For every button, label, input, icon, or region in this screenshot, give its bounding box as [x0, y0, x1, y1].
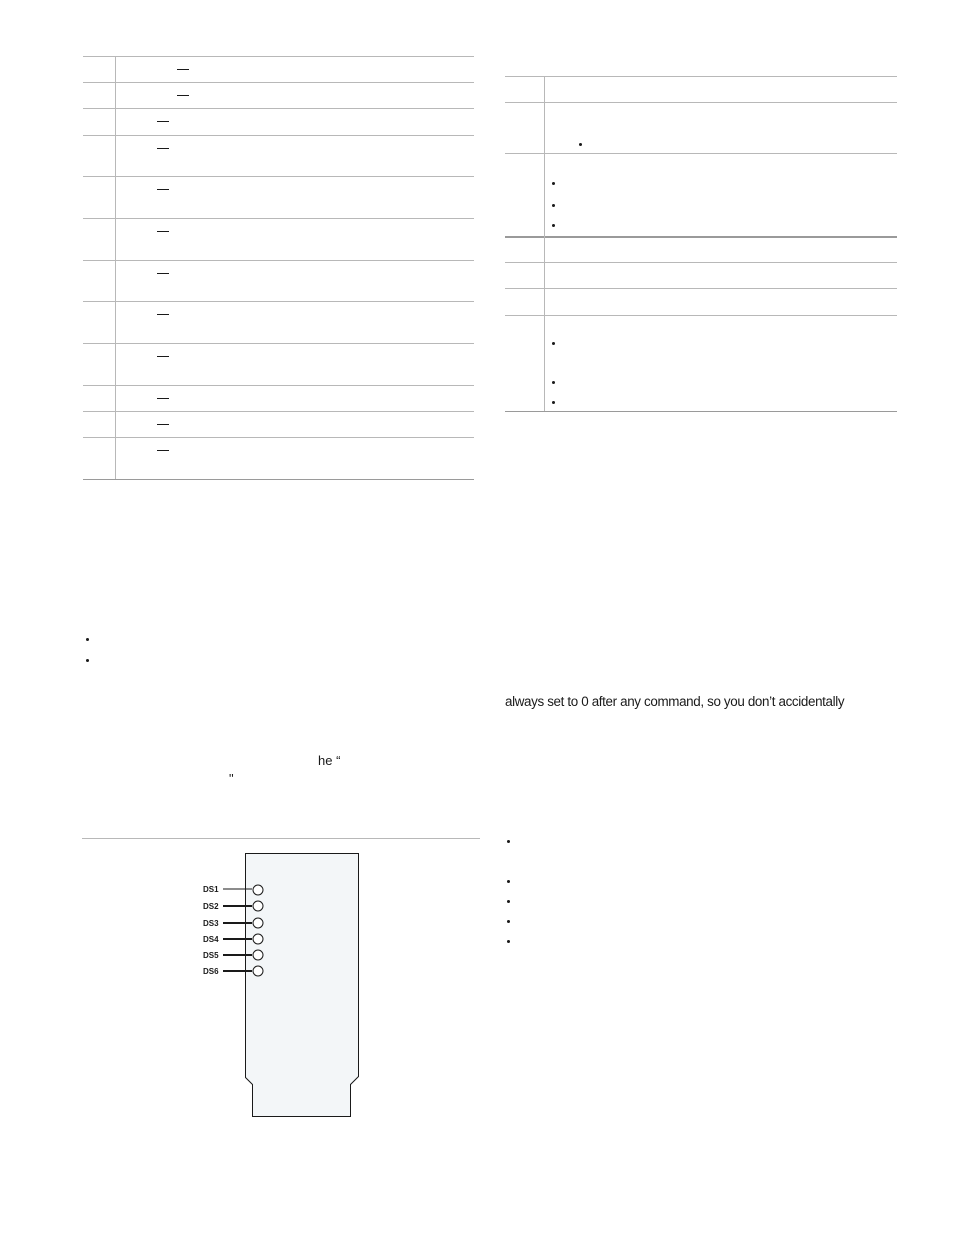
led-label-ds6: DS6	[203, 967, 219, 976]
cell-dash	[157, 356, 169, 357]
led-ds4-icon	[253, 934, 263, 944]
left-table-rule	[83, 385, 474, 386]
cell-dash	[157, 148, 169, 149]
right-table-rule	[505, 102, 897, 103]
figure-top-rule	[82, 838, 480, 839]
right-paragraph-line: always set to 0 after any command, so you don’t accidentally	[505, 694, 845, 709]
table-bullet	[552, 204, 555, 207]
list-bullet	[507, 880, 510, 883]
cell-dash	[157, 450, 169, 451]
led-ds4-group	[223, 934, 263, 944]
left-table-rule	[83, 176, 474, 177]
led-ds2-icon	[253, 901, 263, 911]
table-bullet	[579, 143, 582, 146]
left-table-rule	[83, 260, 474, 261]
left-table-rule	[83, 82, 474, 83]
right-table-rule	[505, 236, 897, 238]
list-bullet	[86, 638, 89, 641]
left-table-rule	[83, 135, 474, 136]
left-table-rule	[83, 479, 474, 480]
list-bullet	[86, 659, 89, 662]
led-label-ds3: DS3	[203, 919, 219, 928]
led-ds2-group	[223, 901, 263, 911]
left-text-fragment: he “	[318, 753, 341, 768]
left-table-rule	[83, 108, 474, 109]
left-table-rule	[83, 218, 474, 219]
right-table-rule	[505, 76, 897, 77]
led-label-ds1: DS1	[203, 885, 219, 894]
led-label-ds5: DS5	[203, 951, 219, 960]
list-bullet	[507, 900, 510, 903]
led-card-figure	[190, 848, 370, 1120]
led-ds5-icon	[253, 950, 263, 960]
cell-dash	[157, 273, 169, 274]
led-ds6-group	[223, 966, 263, 976]
led-ds3-icon	[253, 918, 263, 928]
right-table-rule	[505, 262, 897, 263]
led-ds5-group	[223, 950, 263, 960]
cell-dash	[177, 95, 189, 96]
right-table-rule	[505, 153, 897, 154]
cell-dash	[177, 69, 189, 70]
list-bullet	[507, 920, 510, 923]
table-bullet	[552, 401, 555, 404]
led-ds3-group	[223, 918, 263, 928]
cell-dash	[157, 314, 169, 315]
left-table-rule	[83, 343, 474, 344]
table-bullet	[552, 381, 555, 384]
led-ds1-group	[223, 885, 263, 895]
cell-dash	[157, 121, 169, 122]
table-bullet	[552, 224, 555, 227]
table-bullet	[552, 182, 555, 185]
left-table-rule	[83, 437, 474, 438]
cell-dash	[157, 189, 169, 190]
cell-dash	[157, 231, 169, 232]
right-table-rule	[505, 315, 897, 316]
right-table-column-divider	[544, 76, 545, 411]
list-bullet	[507, 840, 510, 843]
cell-dash	[157, 424, 169, 425]
right-table-rule	[505, 288, 897, 289]
led-label-ds2: DS2	[203, 902, 219, 911]
table-bullet	[552, 342, 555, 345]
left-table-rule	[83, 411, 474, 412]
left-table-rule	[83, 301, 474, 302]
led-ds1-icon	[253, 885, 263, 895]
right-table-rule	[505, 411, 897, 412]
list-bullet	[507, 940, 510, 943]
left-table-rule	[83, 56, 474, 57]
left-text-fragment: "	[229, 771, 234, 786]
led-label-ds4: DS4	[203, 935, 219, 944]
led-ds6-icon	[253, 966, 263, 976]
left-table-column-divider	[115, 56, 116, 479]
cell-dash	[157, 398, 169, 399]
